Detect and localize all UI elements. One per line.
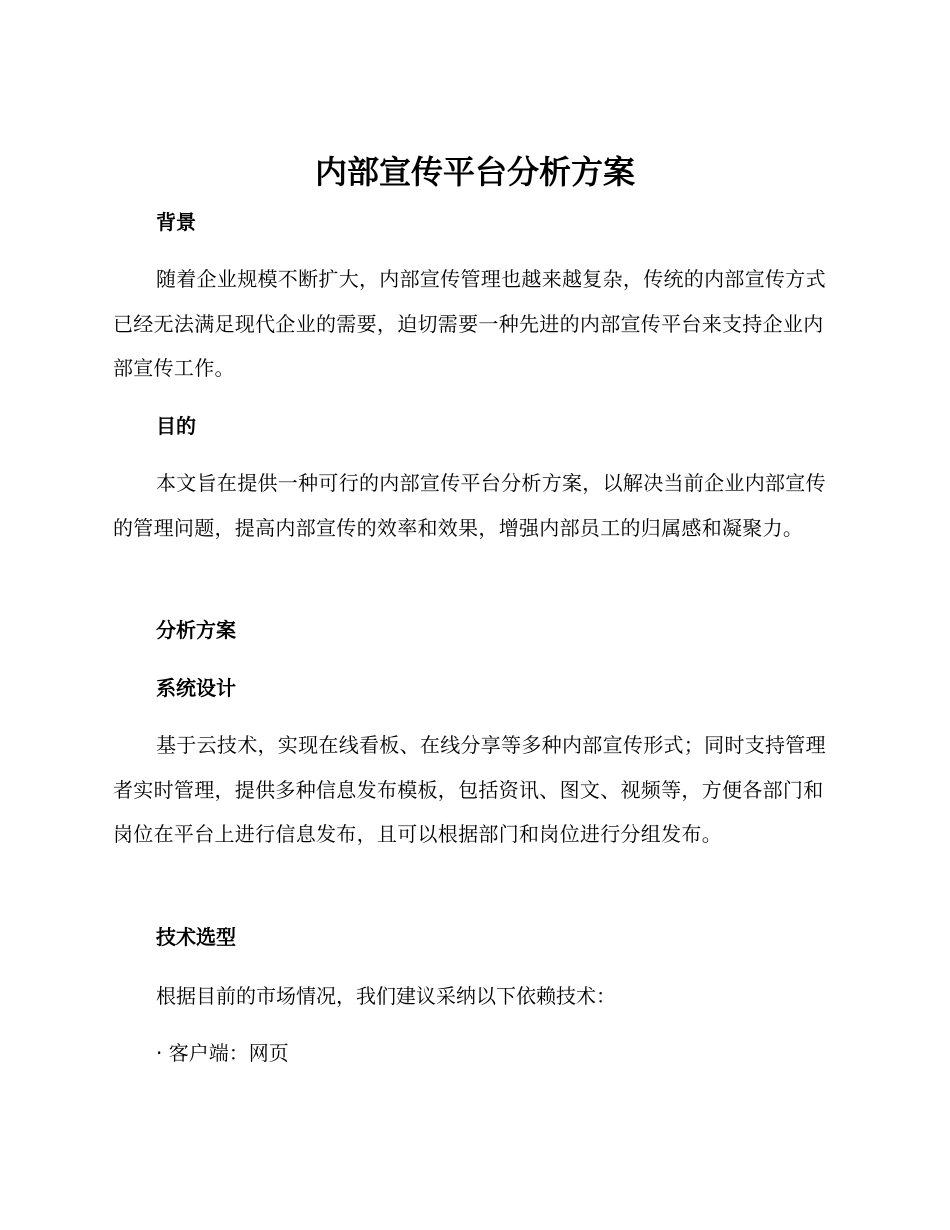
paragraph-purpose: 本文旨在提供一种可行的内部宣传平台分析方案，以解决当前企业内部宣传的管理问题，提高内部宣传的效率和效果，增强内部员工的归属感和凝聚力。 [113, 471, 826, 540]
document-title: 内部宣传平台分析方案 [314, 153, 635, 191]
paragraph-background: 随着企业规模不断扩大，内部宣传管理也越来越复杂，传统的内部宣传方式已经无法满足现代企业的需要，迫切需要一种先进的内部宣传平台来支持企业内部宣传工作。 [113, 267, 826, 381]
section-heading-system-design: 系统设计 [156, 676, 236, 700]
paragraph-system-design: 基于云技术，实现在线看板、在线分享等多种内部宣传形式；同时支持管理者实时管理，提供多种信息发布模板，包括资讯、图文、视频等，方便各部门和岗位在平台上进行信息发布，且可以根据部门和岗位进行分组发布。 [113, 733, 826, 847]
paragraph-tech-selection: 根据目前的市场情况，我们建议采纳以下依赖技术： [156, 984, 616, 1008]
section-heading-purpose: 目的 [156, 414, 196, 438]
section-heading-background: 背景 [156, 210, 196, 234]
section-heading-tech-selection: 技术选型 [156, 925, 236, 949]
section-heading-analysis-plan: 分析方案 [156, 618, 236, 642]
list-item-client: · 客户端：网页 [156, 1041, 289, 1065]
